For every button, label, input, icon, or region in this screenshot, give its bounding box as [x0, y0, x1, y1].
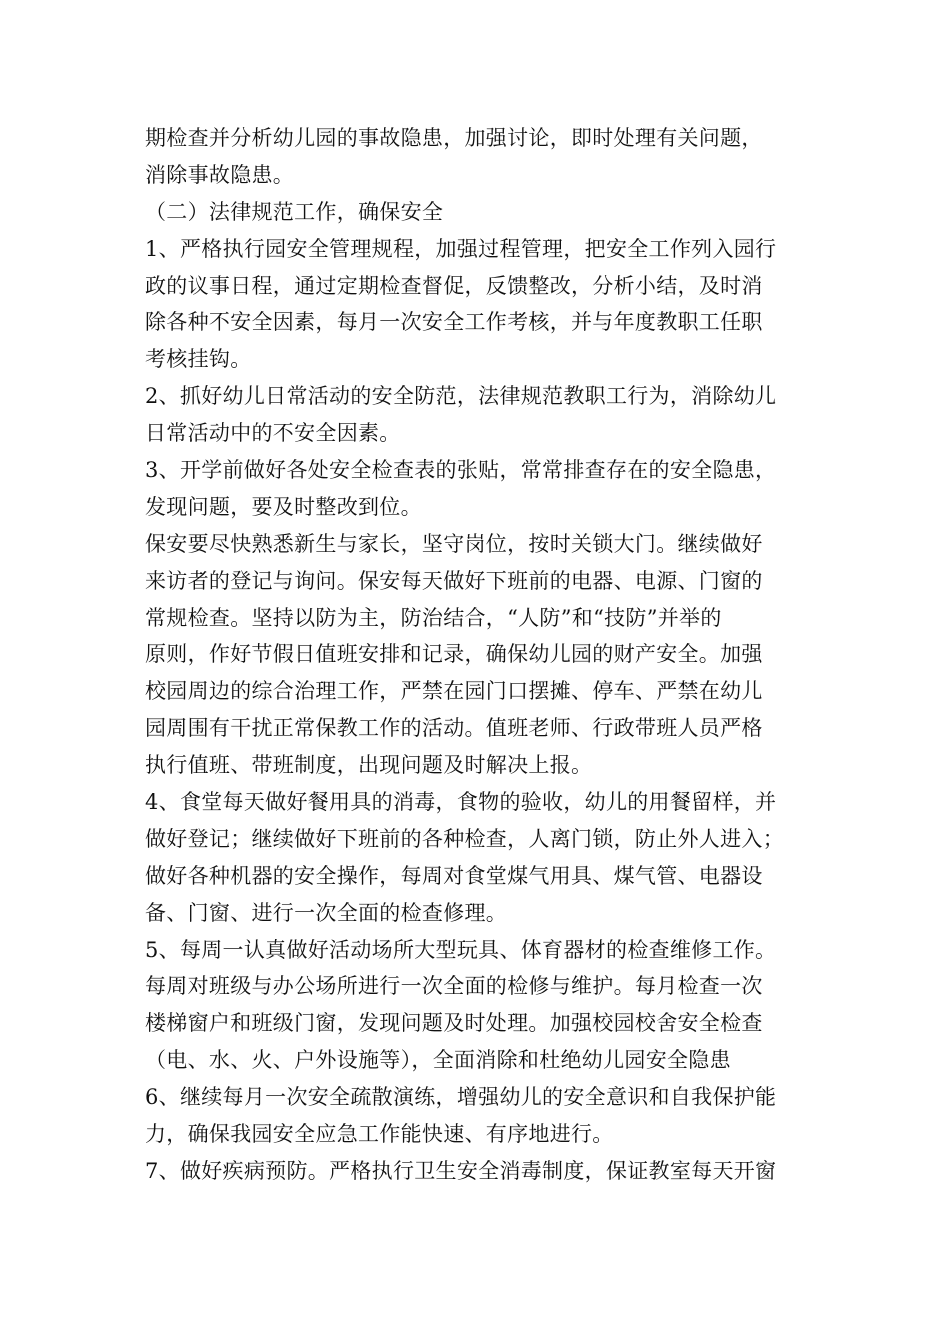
text-line: 2、抓好幼儿日常活动的安全防范，法律规范教职工行为，消除幼儿 [145, 384, 777, 409]
document-body [145, 120, 815, 1190]
text-line: 常规检查。坚持以防为主，防治结合，“人防”和“技防”并举的 [145, 605, 722, 630]
text-line: 每周对班级与办公场所进行一次全面的检修与维护。每月检查一次 [145, 974, 763, 999]
text-line: 力，确保我园安全应急工作能快速、有序地进行。 [145, 1122, 614, 1147]
text-line: 期检查并分析幼儿园的事故隐患，加强讨论，即时处理有关问题， [145, 126, 763, 150]
text-line: 4、食堂每天做好餐用具的消毒，食物的验收，幼儿的用餐留样，并 [145, 790, 777, 815]
text-line: 原则，作好节假日值班安排和记录，确保幼儿园的财产安全。加强 [145, 642, 763, 667]
text-line: 除各种不安全因素，每月一次安全工作考核，并与年度教职工任职 [145, 310, 763, 335]
text-line: 考核挂钩。 [145, 347, 252, 372]
text-line: 校园周边的综合治理工作，严禁在园门口摆摊、停车、严禁在幼儿 [145, 679, 763, 704]
section-heading: （二）法律规范工作，确保安全 [145, 199, 444, 224]
text-line: 5、每周一认真做好活动场所大型玩具、体育器材的检查维修工作。 [145, 937, 777, 962]
text-line: 执行值班、带班制度，出现问题及时解决上报。 [145, 753, 593, 778]
text-line: （电、水、火、户外设施等），全面消除和杜绝幼儿园安全隐患 [145, 1048, 731, 1073]
text-line: 园周围有干扰正常保教工作的活动。值班老师、行政带班人员严格 [145, 716, 763, 741]
text-line: 3、开学前做好各处安全检查表的张贴，常常排查存在的安全隐患， [145, 458, 777, 483]
text-line: 日常活动中的不安全因素。 [145, 421, 401, 446]
text-line: 发现问题，要及时整改到位。 [145, 494, 422, 519]
text-line: 做好各种机器的安全操作，每周对食堂煤气用具、煤气管、电器设 [145, 863, 763, 888]
text-line: 保安要尽快熟悉新生与家长，坚守岗位，按时关锁大门。继续做好 [145, 531, 763, 556]
text-line: 7、做好疾病预防。严格执行卫生安全消毒制度，保证教室每天开窗 [145, 1158, 777, 1183]
text-line: 备、门窗、进行一次全面的检查修理。 [145, 900, 508, 925]
text-line: 做好登记；继续做好下班前的各种检查，人离门锁，防止外人进入； [145, 826, 784, 851]
text-line: 1、严格执行园安全管理规程，加强过程管理，把安全工作列入园行 [145, 236, 777, 261]
text-line: 楼梯窗户和班级门窗，发现问题及时处理。加强校园校舍安全检查 [145, 1011, 763, 1036]
text-line: 来访者的登记与询问。保安每天做好下班前的电器、电源、门窗的 [145, 568, 763, 593]
text-line: 6、继续每月一次安全疏散演练，增强幼儿的安全意识和自我保护能 [145, 1085, 777, 1110]
text-line: 消除事故隐患。 [145, 162, 295, 187]
text-line: 政的议事日程，通过定期检查督促，反馈整改，分析小结，及时消 [145, 273, 763, 298]
